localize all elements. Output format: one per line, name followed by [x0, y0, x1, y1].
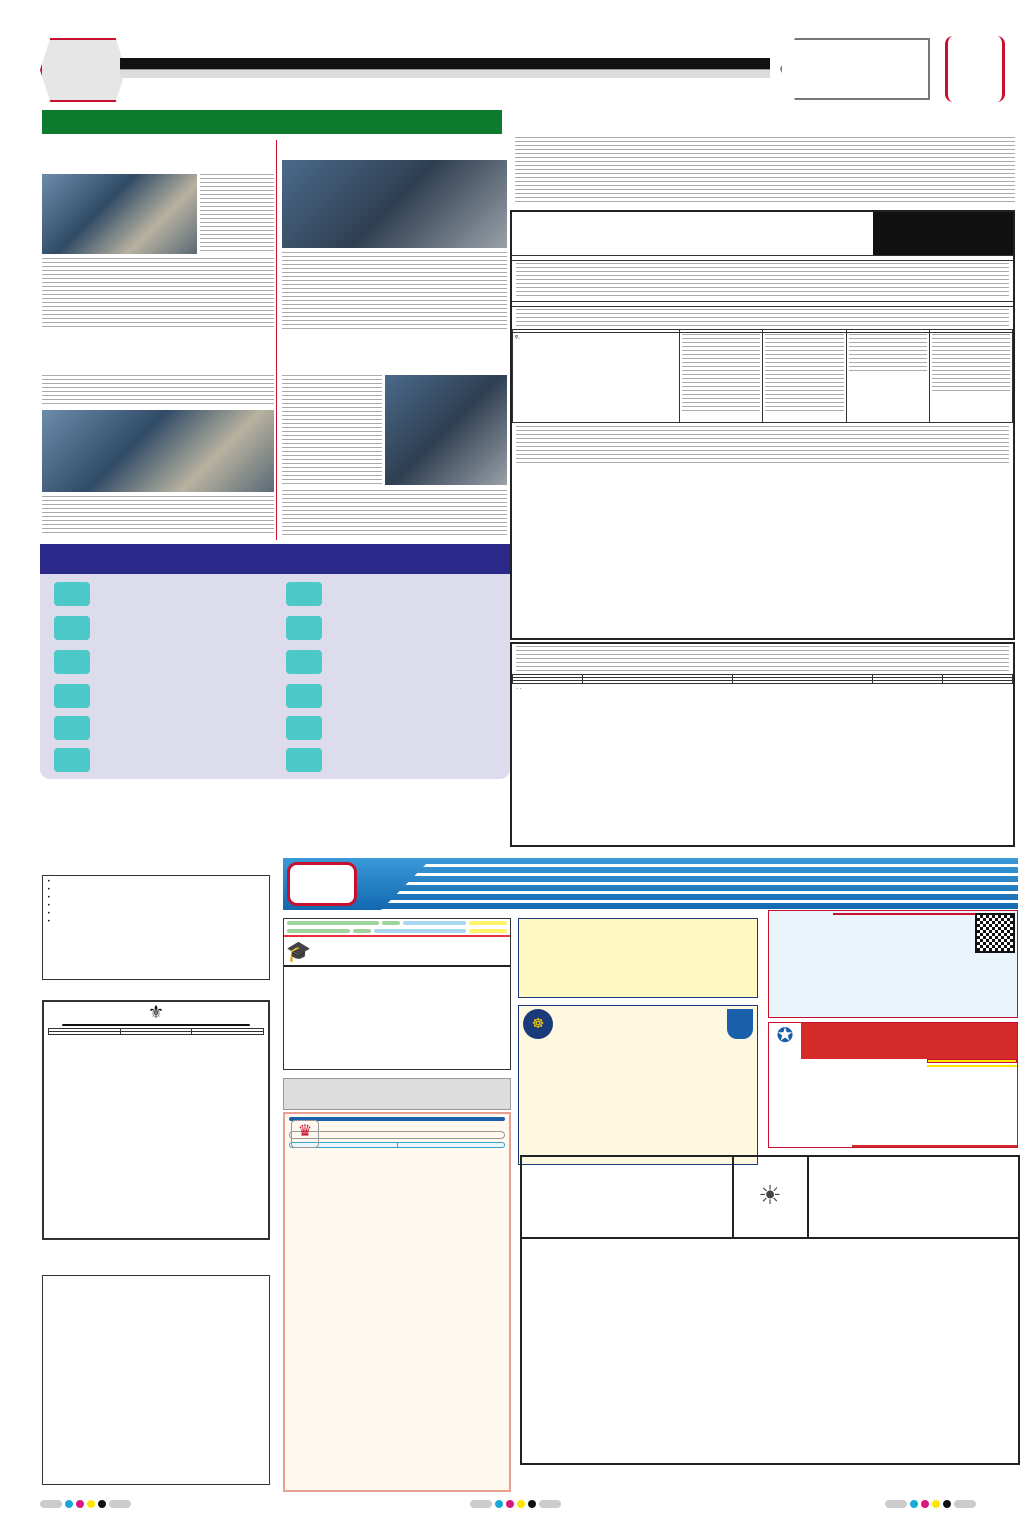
graduation-cap-icon: 🎓: [286, 939, 311, 963]
sales-appointment-ad: [518, 918, 758, 998]
qr-code-icon[interactable]: [975, 913, 1015, 953]
horoscope-text: [98, 580, 273, 612]
qualification: [374, 929, 466, 933]
libra-icon: [286, 582, 322, 606]
aries-icon: [54, 582, 90, 606]
horoscope-text: [330, 714, 505, 746]
appointment-banner: [283, 858, 1018, 910]
industry-banner: [42, 110, 502, 134]
zodiac-aries: [48, 582, 96, 606]
horoscope-text: [98, 746, 273, 778]
samaja-logo: [945, 36, 1005, 102]
post: [287, 929, 350, 933]
virgo-icon: [54, 748, 90, 772]
meil-hse-walkin-ad: [768, 910, 1018, 1018]
sbi-vehicle-notice: · ·: [510, 642, 1015, 847]
appointment-advertisement-note: [283, 1078, 511, 1110]
prince-logo-icon: ♛: [291, 1120, 319, 1148]
walkin-row: [284, 919, 510, 927]
header-rule: [120, 58, 770, 78]
walkin-row: [284, 927, 510, 935]
horoscope-text: [98, 648, 273, 680]
leo-icon: [54, 716, 90, 740]
cmc-procurement-notice: [42, 1000, 270, 1240]
nac-polasara-tender: [42, 875, 270, 980]
sbi-subtitle: [512, 256, 1013, 261]
horoscope-text: [98, 614, 273, 646]
school-crest-icon: ✪: [776, 1023, 794, 1047]
story1-photo: [42, 174, 197, 254]
sai-ananta-teachers-ad: [518, 1005, 758, 1165]
horoscope-text: [98, 682, 273, 714]
cmc-notice-title: [62, 1024, 250, 1026]
cyber-body: [515, 137, 1015, 203]
bullet: •: [47, 886, 51, 893]
cmc-emblem-icon: ⚜: [147, 1002, 165, 1023]
sagittarius-icon: [286, 650, 322, 674]
story4-body: [282, 375, 382, 485]
scorpio-icon: [286, 616, 322, 640]
print-registration-marks-right: [885, 1500, 976, 1508]
post: [287, 921, 379, 925]
mobile-numbers: [852, 1145, 1017, 1147]
interview-dates: [927, 1059, 1017, 1063]
zodiac-cancer: [48, 684, 96, 708]
zodiac-capricorn: [280, 684, 328, 708]
print-registration-marks-left: [40, 1500, 131, 1508]
story3-body-cont: [42, 496, 274, 536]
zodiac-pisces: [280, 748, 328, 772]
appointment-box-text: [519, 919, 757, 923]
odia-note: [289, 1131, 505, 1139]
aquarius-icon: [286, 716, 322, 740]
story4-photo: [385, 375, 507, 485]
sbi-logo: [512, 212, 602, 255]
zodiac-gemini: [48, 650, 96, 674]
prince-college-ad: [283, 1112, 511, 1492]
zodiac-libra: [280, 582, 328, 606]
sbi-auction-time: [512, 301, 1013, 307]
horoscope-text: [330, 614, 505, 646]
sbi-inspection: [516, 309, 1009, 327]
bullet: •: [47, 878, 51, 885]
bullet: •: [47, 894, 51, 901]
horoscope-text: [330, 682, 505, 714]
kendriya-vidyalaya-notice: [520, 1155, 1020, 1465]
kv-emblem-icon: ☀: [734, 1157, 809, 1237]
salary-note: [927, 1065, 1017, 1067]
school-logo-icon: ☸: [523, 1009, 553, 1039]
sbi-terms: [516, 426, 1009, 466]
cancer-icon: [54, 684, 90, 708]
pay: [469, 929, 507, 933]
pay: [469, 921, 507, 925]
horoscope-text: [98, 714, 273, 746]
print-registration-marks-center: [470, 1500, 561, 1508]
column-divider: [276, 140, 277, 540]
zodiac-sagittarius: [280, 650, 328, 674]
nac-eprocurement-notice: [42, 1275, 270, 1485]
zodiac-virgo: [48, 748, 96, 772]
story3-photo: [42, 410, 274, 492]
story1-body: [200, 174, 274, 254]
appointment-odia-label: [287, 862, 357, 906]
cbse-badge: [727, 1009, 753, 1039]
sbi-auction-notice: [510, 210, 1015, 640]
sbi-vehicle-intro: [516, 646, 1009, 672]
horoscope-title: [40, 544, 510, 574]
section-title: [780, 38, 930, 100]
taurus-icon: [54, 616, 90, 640]
page-date-badge: [40, 38, 126, 102]
horoscope-text: [330, 648, 505, 680]
horoscope-panel: [40, 544, 510, 779]
bullet: •: [47, 910, 51, 917]
bullet: •: [47, 902, 51, 909]
sbi-property-table: ୧.: [512, 329, 1013, 423]
story2-body: [282, 252, 507, 332]
schedule-table: [48, 1028, 264, 1035]
story1-body-cont: [42, 258, 274, 328]
org-address: [284, 965, 510, 967]
bullet: •: [47, 918, 51, 925]
urgent-banner: [289, 1117, 505, 1121]
capricorn-icon: [286, 684, 322, 708]
qualification: [403, 921, 466, 925]
zodiac-aquarius: [280, 716, 328, 740]
story2-photo: [282, 160, 507, 248]
story3-body: [42, 375, 274, 407]
banner-stripes: [381, 858, 1018, 910]
pisces-icon: [286, 748, 322, 772]
gemini-icon: [54, 650, 90, 674]
horoscope-text: [330, 580, 505, 612]
count: [353, 929, 371, 933]
icss-walkin-ad: [283, 918, 511, 1070]
zodiac-taurus: [48, 616, 96, 640]
count: [382, 921, 400, 925]
sbi-body: [516, 263, 1009, 299]
navajyoti-school-ad: [768, 1022, 1018, 1148]
story4-body-cont: [282, 490, 507, 536]
horoscope-text: [330, 746, 505, 778]
branch-balasore: [398, 1143, 505, 1147]
zodiac-leo: [48, 716, 96, 740]
zodiac-scorpio: [280, 616, 328, 640]
